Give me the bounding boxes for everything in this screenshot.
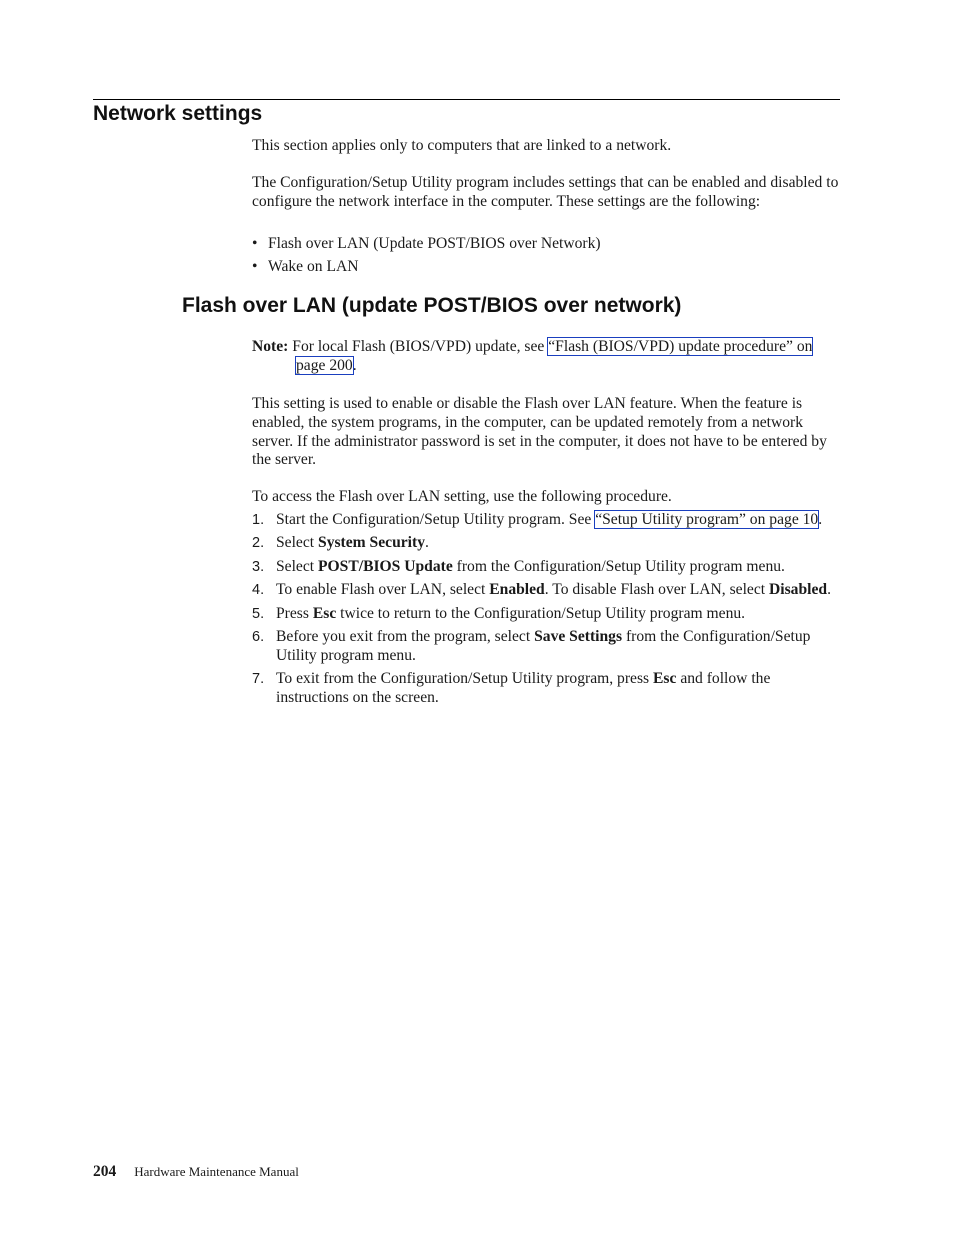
section-title: Network settings	[93, 102, 263, 125]
intro-paragraph-2: The Configuration/Setup Utility program includes settings that can be enabled and disabled to configure the network interface in the computer. These settings are the following:	[252, 174, 839, 210]
step-number: 3.	[252, 558, 265, 575]
step-text: . To disable Flash over LAN, select	[544, 581, 766, 599]
note-text: For local Flash (BIOS/VPD) update, see	[292, 338, 545, 355]
step-text: Before you exit from the program, select	[276, 627, 531, 645]
step-text: Start the Configuration/Setup Utility program. See	[276, 511, 592, 528]
procedure-steps	[252, 511, 842, 712]
body-paragraph-2: To access the Flash over LAN setting, use the following procedure.	[252, 488, 672, 505]
step-text: .	[827, 581, 831, 599]
setup-utility-link[interactable]: “Setup Utility program” on page 10	[595, 511, 819, 528]
step-item	[252, 534, 842, 553]
step-number: 5.	[252, 605, 265, 622]
step-number: 6.	[252, 628, 265, 645]
step-text: .	[818, 511, 823, 528]
manual-title: Hardware Maintenance Manual	[134, 1164, 299, 1179]
bullet-text: Wake on LAN	[268, 258, 359, 275]
step-item	[252, 628, 842, 666]
step-text: from the Configuration/Setup Utility program menu.	[456, 557, 785, 575]
step-bold-term: Save Settings	[534, 627, 623, 645]
step-bold-term: POST/BIOS Update	[318, 557, 453, 575]
step-number: 1.	[252, 512, 265, 528]
note-end: .	[352, 356, 357, 374]
page-footer	[93, 1163, 299, 1181]
subsection-title: Flash over LAN (update POST/BIOS over network)	[182, 294, 682, 317]
heading-rule	[93, 99, 840, 100]
step-text: from the Configuration/Setup Utility program menu.	[276, 627, 811, 664]
step-text: To exit from the Configuration/Setup Utility program, press	[276, 670, 650, 688]
step-text: Press	[276, 604, 309, 622]
intro-paragraph-1: This section applies only to computers that are linked to a network.	[252, 137, 672, 154]
step-item	[252, 558, 842, 577]
step-bold-term: Esc	[653, 670, 677, 688]
step-item	[252, 511, 842, 530]
step-bold-term: Enabled	[489, 581, 545, 599]
page-number: 204	[93, 1163, 117, 1180]
body-paragraph-1: This setting is used to enable or disable the Flash over LAN feature. When the feature is enabled, the system programs, in the computer, can be updated remotely from a network server. If the administrator password is set in the computer, it does not have to be entered by the server.	[252, 395, 827, 469]
step-number: 4.	[252, 582, 265, 599]
step-text: Select	[276, 557, 315, 575]
flash-procedure-link[interactable]: “Flash (BIOS/VPD) update procedure” on page 200	[296, 338, 813, 374]
step-number: 7.	[252, 671, 265, 688]
step-text: Select	[276, 534, 315, 552]
step-text: To enable Flash over LAN, select	[276, 581, 486, 599]
step-item	[252, 581, 842, 600]
step-item	[252, 670, 842, 708]
bullet-icon: •	[252, 258, 258, 275]
bullet-icon: •	[252, 235, 258, 252]
list-item	[252, 235, 601, 254]
note-block	[252, 338, 842, 376]
step-text: .	[425, 534, 429, 552]
step-bold-term: Esc	[312, 604, 337, 622]
step-text: twice to return to the Configuration/Setup Utility program menu.	[340, 604, 746, 622]
step-number: 2.	[252, 535, 265, 552]
step-text: and follow the instructions on the screen.	[276, 670, 771, 706]
list-item	[252, 258, 359, 277]
bullet-text: Flash over LAN (Update POST/BIOS over Network)	[268, 235, 601, 252]
step-bold-term: Disabled	[769, 581, 828, 599]
step-item	[252, 605, 842, 624]
step-bold-term: System Security	[318, 534, 425, 552]
note-label: Note:	[252, 338, 289, 355]
